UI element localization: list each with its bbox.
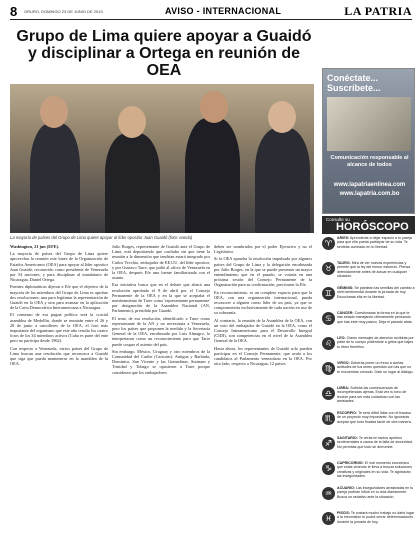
sign-text: Se plantean las semillas del cambio a nivel sentimental durante la jornada de hoy. Escucharás ella en la libertad. [337,286,415,299]
sign-name: GÉMINIS: [337,286,354,290]
sign-name: CÁNCER: [337,311,354,315]
taurus-icon: ♉ [322,262,335,275]
paragraph: Si la OEA aprueba la resolución impulsada por algunos países del Grupo de Lima y la delegación encabezada por Julio Borges, en la que se puede presentar un mayor entendimiento que en el pasado, se votaría en una próxima sesión del Consejo Permanente de la Organización para su confirmación, precisaron la Efe. [214,256,312,288]
horoscope-list [322,236,415,540]
sign-taurus [322,261,415,286]
sign-text: Deberás poner un freno a ciertas actitudes de tus seres queridos con las que no te encuentras cómodo. Date un lugar al diálogo. [337,361,414,374]
sign-name: PISCIS: [337,511,350,515]
pisces-icon: ♓ [322,512,335,525]
paragraph: Sin embargo, México, Uruguay y otro miembros de la Comunidad del Caribe (Caricom): Antigua y Barbuda, Dominica, San Vicente y las Granadinas, Surinam y Trinidad y Tobago se opusieron a Tarre porque consideran que los embajadores [112,348,210,375]
horoscope-title: HORÓSCOPO [336,221,409,233]
ad-url-2: www.lapatria.com.bo [339,191,400,197]
paragraph: Al contrario, la reunión de la Asamblea de la OEA, con un voto del embajador de Guaidó en la OEA, como el Consejo Interamericano para el Desarrollo Integral (CIDI), son competencias en el nivel de la Asamblea General de la OEA. [214,317,312,344]
sign-text: Aprenderás a dejar espacio a tu pareja para que ella pueda participar de su vida. Te sentirás cumbado en tu libertad. [337,236,412,249]
gemini-icon: ♊ [322,287,335,300]
page-number: 8 [10,4,18,19]
paragraph: La mayoría de países del Grupo de Lima quiere aprovechar la reunión este lunes de la Organización de Estados Americanos (OEA) para apoyar al líder opositor Juan Guaidó, reconocido como presidente de Venezuela por 54 naciones, y para disciplinar al mandatario de Nicaragua, Daniel Ortega. [10,251,108,283]
sign-text: Las inseguridades arrastradas en tu pareja podrían influir en tu vida diariamente. Busca un sedativo ante la situación. [337,486,414,499]
masthead: LA PATRIA [344,4,412,18]
sign-name: LIBRA: [337,386,350,390]
sign-name: VIRGO: [337,361,350,365]
paragraph: Julio Borges, representante de Guaidó ante el Grupo de Lima, está depositando que confiaba sin que tiene la reunión a la dimensión que tendrían estará integrado por Carlos Vecchio, embajador de EE.UU. del líder opositor, y por Gustavo Tarre, que pidió al oficio de Venezuela en la OEA, después Efe una fuente familiarizada con el asunto. [112,244,210,281]
libra-icon: ♎ [322,387,335,400]
sign-aquarius [322,486,415,511]
aries-icon: ♈ [322,237,335,250]
horoscope-banner [322,216,415,234]
paragraph: En reconocimiento, es un completo espacio para que la OEA, con una organización internacional, pueda reconocer a alguien como líder de un país, ya que se comprometería exclusivamente de cada nación en uso de su soberanía. [214,289,312,316]
article-column-3 [214,244,312,540]
sign-name: LEO: [337,336,346,340]
subscription-ad [322,68,415,214]
sign-scorpio [322,411,415,436]
sign-name: SAGITARIO: [337,436,358,440]
sign-name: TAURO: [337,261,351,265]
sign-text: Sufrirás las consecuencias de incompetencias ajenas. Esta vez tu tono de lección para ser más cuidadoso con las amistades. [337,386,407,403]
sign-name: ACUARIO: [337,486,355,490]
section-title: AVISO - INTERNACIONAL [165,6,282,16]
paragraph: deben ser nombrados por el poder Ejecutivo y no el Legislativo. [214,244,312,255]
sign-libra [322,386,415,411]
ad-url-1: www.lapatriaenlinea.com [333,182,406,188]
ad-photo [327,97,411,151]
sign-text: El mal momento económico que estás viviendo te lleva a buscar soluciones creativas y originales en su vida. Te agobiarán las inseguridades. [337,461,412,478]
leo-icon: ♌ [322,337,335,350]
sign-sagittarius [322,436,415,461]
paragraph: Con respecto a Venezuela, varios países del Grupo de Lima buscan una resolución que reconozca a Guaidó que siga que pueda mantenerse en la asamblea de la OEA. [10,345,108,367]
article-column-1 [10,244,108,540]
paragraph: El texto de esa resolución, identificado a Tarre como representante de la AN y no necesitaria a Venezuela, pero los países que proponen la medida y la Secretaría General de la OEA, encabezada por Luis Almagro, lo interpretaron como un reconocimiento para que Tarre puede ocupar el asiento del país. [112,315,210,347]
sign-text: Te verás en tantos aprietos sentimentales a causa de la falta de sinceridad. No permitas que todo se derrumbe. [337,436,413,449]
paragraph: Fuentes diplomáticas dijeron a Efe que el objetivo de la mayoría de los miembros del Grupo de Lima es aprobar dos resoluciones: una para legitimar la representación de Guaidó en la OEA y otra para avanzar en la aplicación de la Carta Democrática Interamericana a Nicaragua. [10,284,108,311]
horoscope-subtitle: Consulte su [326,217,350,222]
sign-name: ESCORPIO: [337,411,358,415]
ad-headline: Conéctate... Suscríbete... [327,73,381,93]
dateline: Washington, 21 jun (EFE). [10,244,60,249]
sign-text: Mira de ver nuevas experiencias y permite que la ley del menor esfuerzo. Piensa detenidamente antes de actuar en cualquier situación. [337,261,411,278]
sign-cancer [322,311,415,336]
sign-text: Cuestionarás la forma en la que te has estado manejando últimamente pensando que has este muy pasivo. Deja el pasado atrás. [337,311,413,324]
article-photo [10,84,314,233]
paragraph: Esa iniciativa busca que en el debate que abrirá una resolución aprobada el 9 de abril por el Consejo Permanente de la OEA y en la que se aceptaba el nombramiento de Tarre como 'representante permanente' por designación de la Asamblea Nacional (AN, Parlamento), presidida por Guaidó. [112,282,210,314]
photo-caption: La mayoría de países del Grupo de Lima quiere apoyar al líder opositor Juan Guaidó (foto: eanda) [10,235,193,240]
sign-name: ARIES: [337,236,350,240]
article-column-2 [112,244,210,540]
sagittarius-icon: ♐ [322,437,335,450]
sign-text: Te será difícil lidiar con el fracaso de un proyecto muy importante. No ignorarás aceptar que todo finaliza tarde de otra manera. [337,411,412,424]
issue-date: ORURO, DOMINGO 23 DE JUNIO DE 2019 [24,9,103,14]
page-header [10,6,412,20]
scorpio-icon: ♏ [322,412,335,425]
paragraph: Hasta ahora, los representantes de Guaidó solo pueden participar en el Consejo Permanente, que avala a los candidatos al Parlamento venezolano en la OEA. Por otro lado, respecto a Nicaragua, 12 países [214,345,312,367]
sign-gemini [322,286,415,311]
virgo-icon: ♍ [322,362,335,375]
sign-text: Te costará mucho trabajo no darle lugar a la intromisión tú podrá cerrar determinaciones durante la jornada de hoy. [337,511,415,524]
sign-text: Claros mensajes de atención recibirás por parte de tu cuerpo pidiéndote a gritos que bajes tu ritmo frenético. [337,336,414,349]
paragraph: El consenso de esa pugna política será la crucial asamblea de Medellín, donde se reunirán entre el 26 y 28 de junio a cancilleres de la OEA, el foro más importante del organismo que este año resulta los cuatro foros de los 34 miembros activos (Cuba es parte del ente pero no participa desde 1962). [10,312,108,344]
sign-name: CAPRICORNIO: [337,461,364,465]
capricorn-icon: ♑ [322,462,335,475]
sign-aries [322,236,415,261]
ad-tagline: Comunicación responsable al alcance de todos [330,155,409,168]
cancer-icon: ♋ [322,312,335,325]
aquarius-icon: ♒ [322,487,335,500]
sign-capricorn [322,461,415,486]
headline: Grupo de Lima quiere apoyar a Guaidó y disciplinar a Ortega en reunión de OEA [16,28,312,79]
sign-leo [322,336,415,361]
sign-pisces [322,511,415,536]
sign-virgo [322,361,415,386]
